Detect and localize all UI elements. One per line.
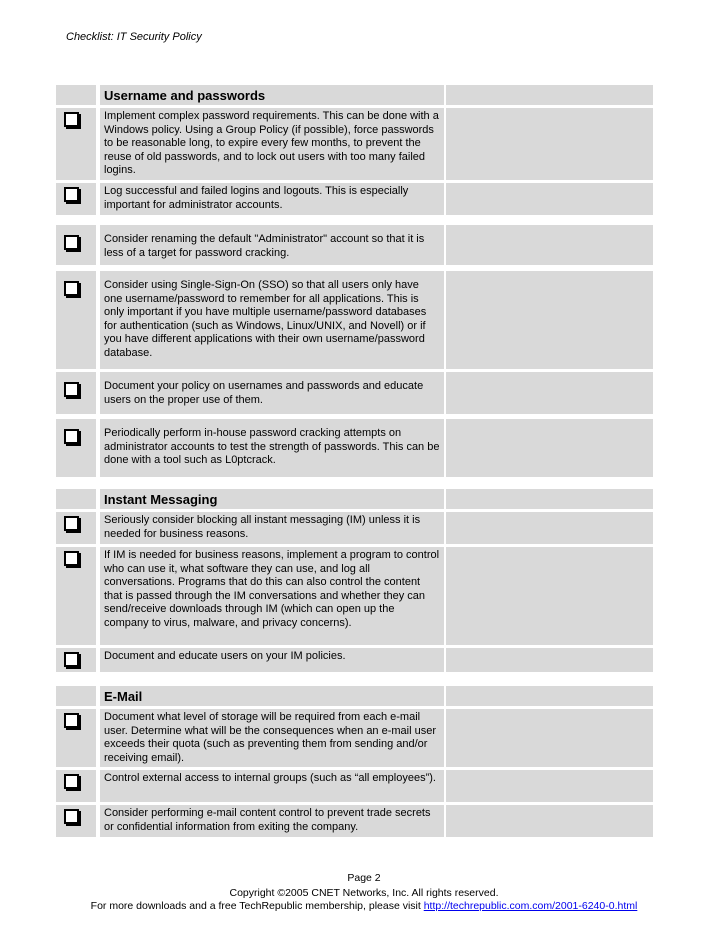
checklist-item: Log successful and failed logins and logouts. This is especially important for administrator accounts. [100,183,444,215]
section-title: Username and passwords [100,85,444,105]
checklist-item: Document what level of storage will be required from each e-mail user. Determine what will be the consequences when an e-mail user exceeds their quota (such as preventing them from sending and/or receiving email). [100,709,444,767]
checkbox[interactable] [64,187,79,202]
section-usernames-cont1 [56,222,653,268]
checkbox[interactable] [64,112,79,127]
section-usernames-cont4 [56,416,653,480]
footer-more-text: For more downloads and a free TechRepublic membership, please visit [90,900,421,912]
section-email [56,683,653,840]
checkbox[interactable] [64,281,79,296]
techrepublic-link[interactable]: http://techrepublic.com.com/2001-6240-0.html [423,900,638,912]
section-usernames-cont2 [56,268,653,372]
checkbox[interactable] [64,235,79,250]
page-number: Page 2 [347,872,381,884]
section-title: Instant Messaging [100,489,444,509]
checkbox[interactable] [64,713,79,728]
section-usernames-cont3 [56,369,653,417]
checkbox[interactable] [64,809,79,824]
checklist-item: Periodically perform in-house password cracking attempts on administrator accounts to test the strength of passwords. This can be done with a tool such as L0ptcrack. [100,419,444,477]
checkbox[interactable] [64,516,79,531]
checklist-item: Control external access to internal groups (such as “all employees”). [100,770,444,802]
section-title: E-Mail [100,686,444,706]
checklist-item: If IM is needed for business reasons, implement a program to control who can use it, what software they can use, and log all conversations. Programs that do this can also control the content that is passed through the IM conversations and whether they can send/receive downloads through IM (which can open up the company to virus, malware, and privacy concerns). [100,547,444,645]
checklist-item: Document and educate users on your IM policies. [100,648,444,672]
checklist-item: Implement complex password requirements. This can be done with a Windows policy. Using a Group Policy (if possible), force passwords to be reasonable long, to expire every few months, to prevent the reuse of old passwords, and to lock out users with too many failed logins. [100,108,444,180]
checklist-item: Document your policy on usernames and passwords and educate users on the proper use of them. [100,372,444,414]
checkbox[interactable] [64,429,79,444]
checkbox[interactable] [64,652,79,667]
checklist-item: Consider renaming the default "Administrator" account so that it is less of a target for password cracking. [100,225,444,265]
section-usernames [56,82,653,218]
section-instant-messaging [56,486,653,675]
checklist-item: Consider performing e-mail content control to prevent trade secrets or confidential information from exiting the company. [100,805,444,837]
copyright: Copyright ©2005 CNET Networks, Inc. All rights reserved. [229,887,499,899]
checkbox[interactable] [64,551,79,566]
footer-more [0,900,728,912]
page-header: Checklist: IT Security Policy [66,31,202,43]
checkbox[interactable] [64,382,79,397]
checklist-item: Seriously consider blocking all instant messaging (IM) unless it is needed for business reasons. [100,512,444,544]
checkbox[interactable] [64,774,79,789]
checklist-item: Consider using Single-Sign-On (SSO) so that all users only have one username/password to remember for all applications. This is only important if you have multiple username/password databases for authentication (such as Windows, Linux/UNIX, and Novell) or if you have different applications with their own username/password database. [100,271,444,369]
